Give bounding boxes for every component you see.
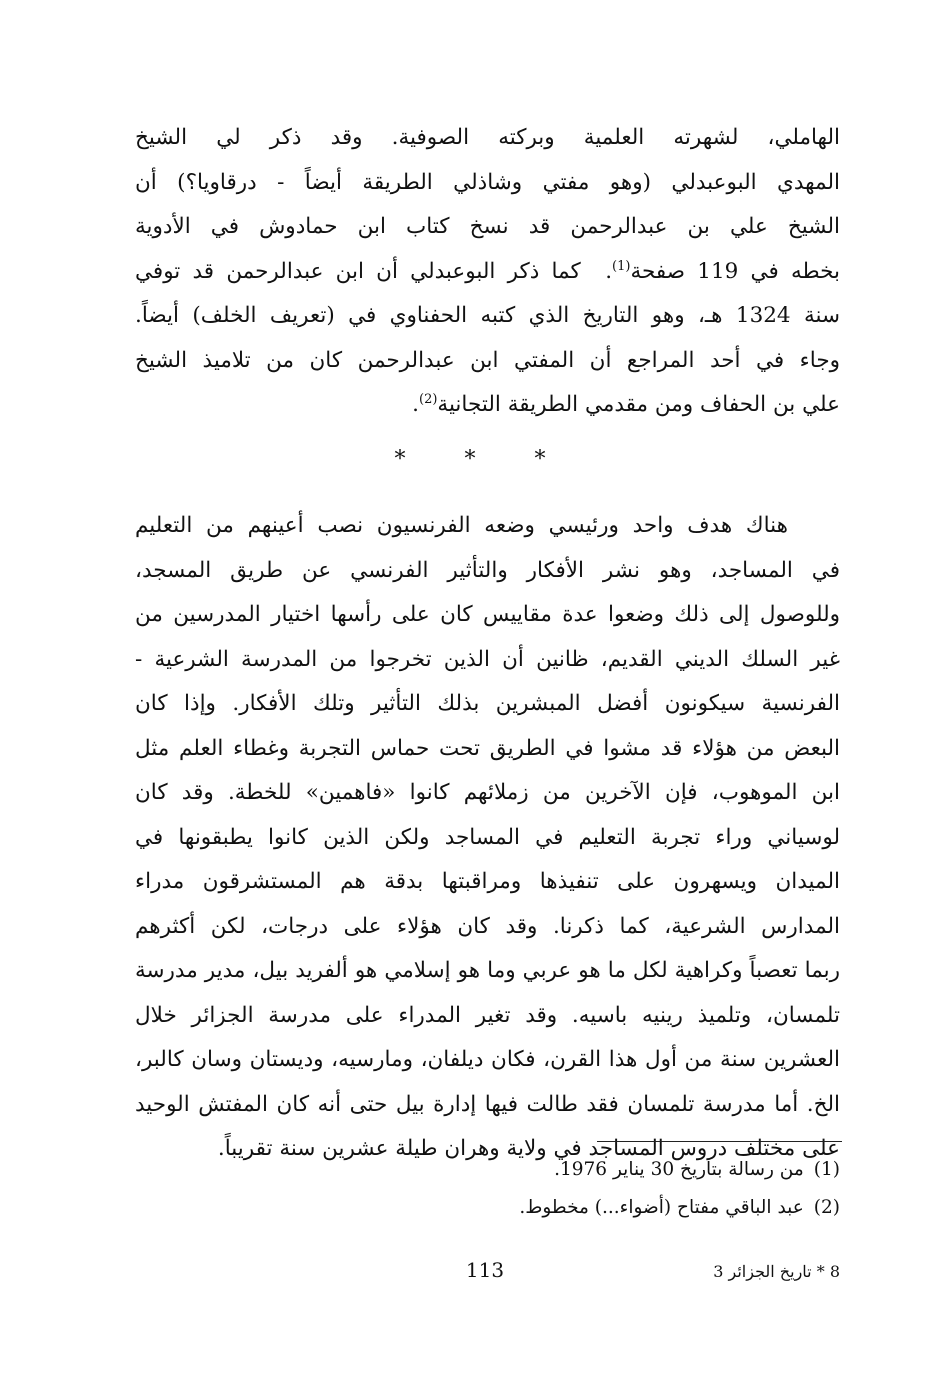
paragraph-line: هناك هدف واحد ورئيسي وضعه الفرنسيون نصب أعينهم من التعليم xyxy=(135,513,788,538)
paragraph-2 xyxy=(135,504,840,1172)
paragraph-line-with-footnote xyxy=(135,250,840,295)
paragraph-line: تلمسان، وتلميذ رينيه باسيه. وقد تغير المدراء على مدرسة الجزائر خلال xyxy=(135,1002,840,1028)
line-segment: . xyxy=(605,258,613,284)
paragraph-line: الفرنسية سيكونون أفضل المبشرين بذلك التأثير وتلك الأفكار. وإذا كان xyxy=(135,691,840,716)
footnotes xyxy=(300,1151,840,1227)
page-number: 113 xyxy=(465,1258,505,1282)
footnote-text: عبد الباقي مفتاح (أضواء...) مخطوط. xyxy=(519,1197,804,1218)
footnote-number: (2) xyxy=(813,1197,840,1218)
paragraph-line: العشرين سنة من أول هذا القرن، فكان ديلفان، ومارسيه، وديستان وسان كالبر، xyxy=(135,1047,840,1072)
footnote-divider xyxy=(597,1141,842,1142)
line-segment: علي بن الحفاف ومن مقدمي الطريقة التجانية xyxy=(437,392,840,417)
paragraph-line: المهدي البوعبدلي (وهو مفتي وشاذلي الطريقة أيضاً - درقاويا؟) أن xyxy=(135,169,840,195)
footnote-number: (1) xyxy=(813,1159,840,1180)
paragraph-line: الخ. أما مدرسة تلمسان فقد طالت فيها إدارة بيل حتى أنه كان المفتش الوحيد xyxy=(135,1091,840,1117)
footnote-ref-1[interactable]: (1) xyxy=(612,258,631,274)
paragraph-line: سنة 1324 هـ، وهو التاريخ الذي كتبه الحفناوي في (تعريف الخلف) أيضاً. xyxy=(135,303,840,328)
line-segment: بخطه في 119 صفحة xyxy=(630,258,840,284)
paragraph-line: الشيخ علي بن عبدالرحمن قد نسخ كتاب ابن حمادوش في الأدوية xyxy=(135,214,840,239)
paragraph-line: المدارس الشرعية، كما ذكرنا. وقد كان هؤلاء على درجات، لكن أكثرهم xyxy=(135,913,840,939)
footnote-text: من رسالة بتاريخ 30 يناير 1976. xyxy=(554,1159,804,1180)
paragraph-1 xyxy=(135,116,840,428)
footnote-2 xyxy=(300,1189,840,1227)
paragraph-line: ربما تعصباً وكراهية لكل ما هو عربي وما هو إسلامي هو ألفريد بيل، مدير مدرسة xyxy=(135,958,840,983)
paragraph-line: على مختلف دروس المساجد في ولاية وهران طيلة عشرين سنة تقريباً. xyxy=(217,1136,840,1161)
paragraph-line: لوسياني وراء تجربة التعليم في المساجد ولكن الذين كانوا يطبقونها في xyxy=(135,824,840,850)
printer-signature: 8 * تاريخ الجزائر 3 xyxy=(713,1262,840,1281)
line-segment: . xyxy=(412,392,419,417)
paragraph-line: البعض من هؤلاء قد مشوا في الطريق تحت حماس التجربة وغطاء العلم مثل xyxy=(135,735,840,761)
footnote-1 xyxy=(300,1151,840,1189)
paragraph-line: غير السلك الديني القديم، ظانين أن الذين تخرجوا من المدرسة الشرعية - xyxy=(135,646,840,672)
footnote-ref-2[interactable]: (2) xyxy=(418,391,438,407)
paragraph-line: وللوصول إلى ذلك وضعوا عدة مقاييس كان على رأسها اختيار المدرسين من xyxy=(135,602,840,627)
paragraph-line: الهاملي، لشهرته العلمية وبركته الصوفية. وقد ذكر لي الشيخ xyxy=(135,125,840,150)
section-separator: * * * xyxy=(394,447,572,472)
line-segment: كما ذكر البوعبدلي أن ابن عبدالرحمن قد توفي xyxy=(135,258,581,284)
paragraph-line: في المساجد، وهو نشر الأفكار والتأثير الفرنسي عن طريق المسجد، xyxy=(135,557,840,583)
paragraph-line: ابن الموهوب، فإن الآخرين من زملائهم كانوا «فاهمين» للخطة. وقد كان xyxy=(135,780,840,805)
paragraph-line: وجاء في أحد المراجع أن المفتي ابن عبدالرحمن كان من تلاميذ الشيخ xyxy=(135,347,840,373)
paragraph-line-with-footnote xyxy=(135,383,840,428)
paragraph-line: الميدان ويسهرون على تنفيذها ومراقبتها بدقة هم المستشرقون مدراء xyxy=(135,869,840,894)
